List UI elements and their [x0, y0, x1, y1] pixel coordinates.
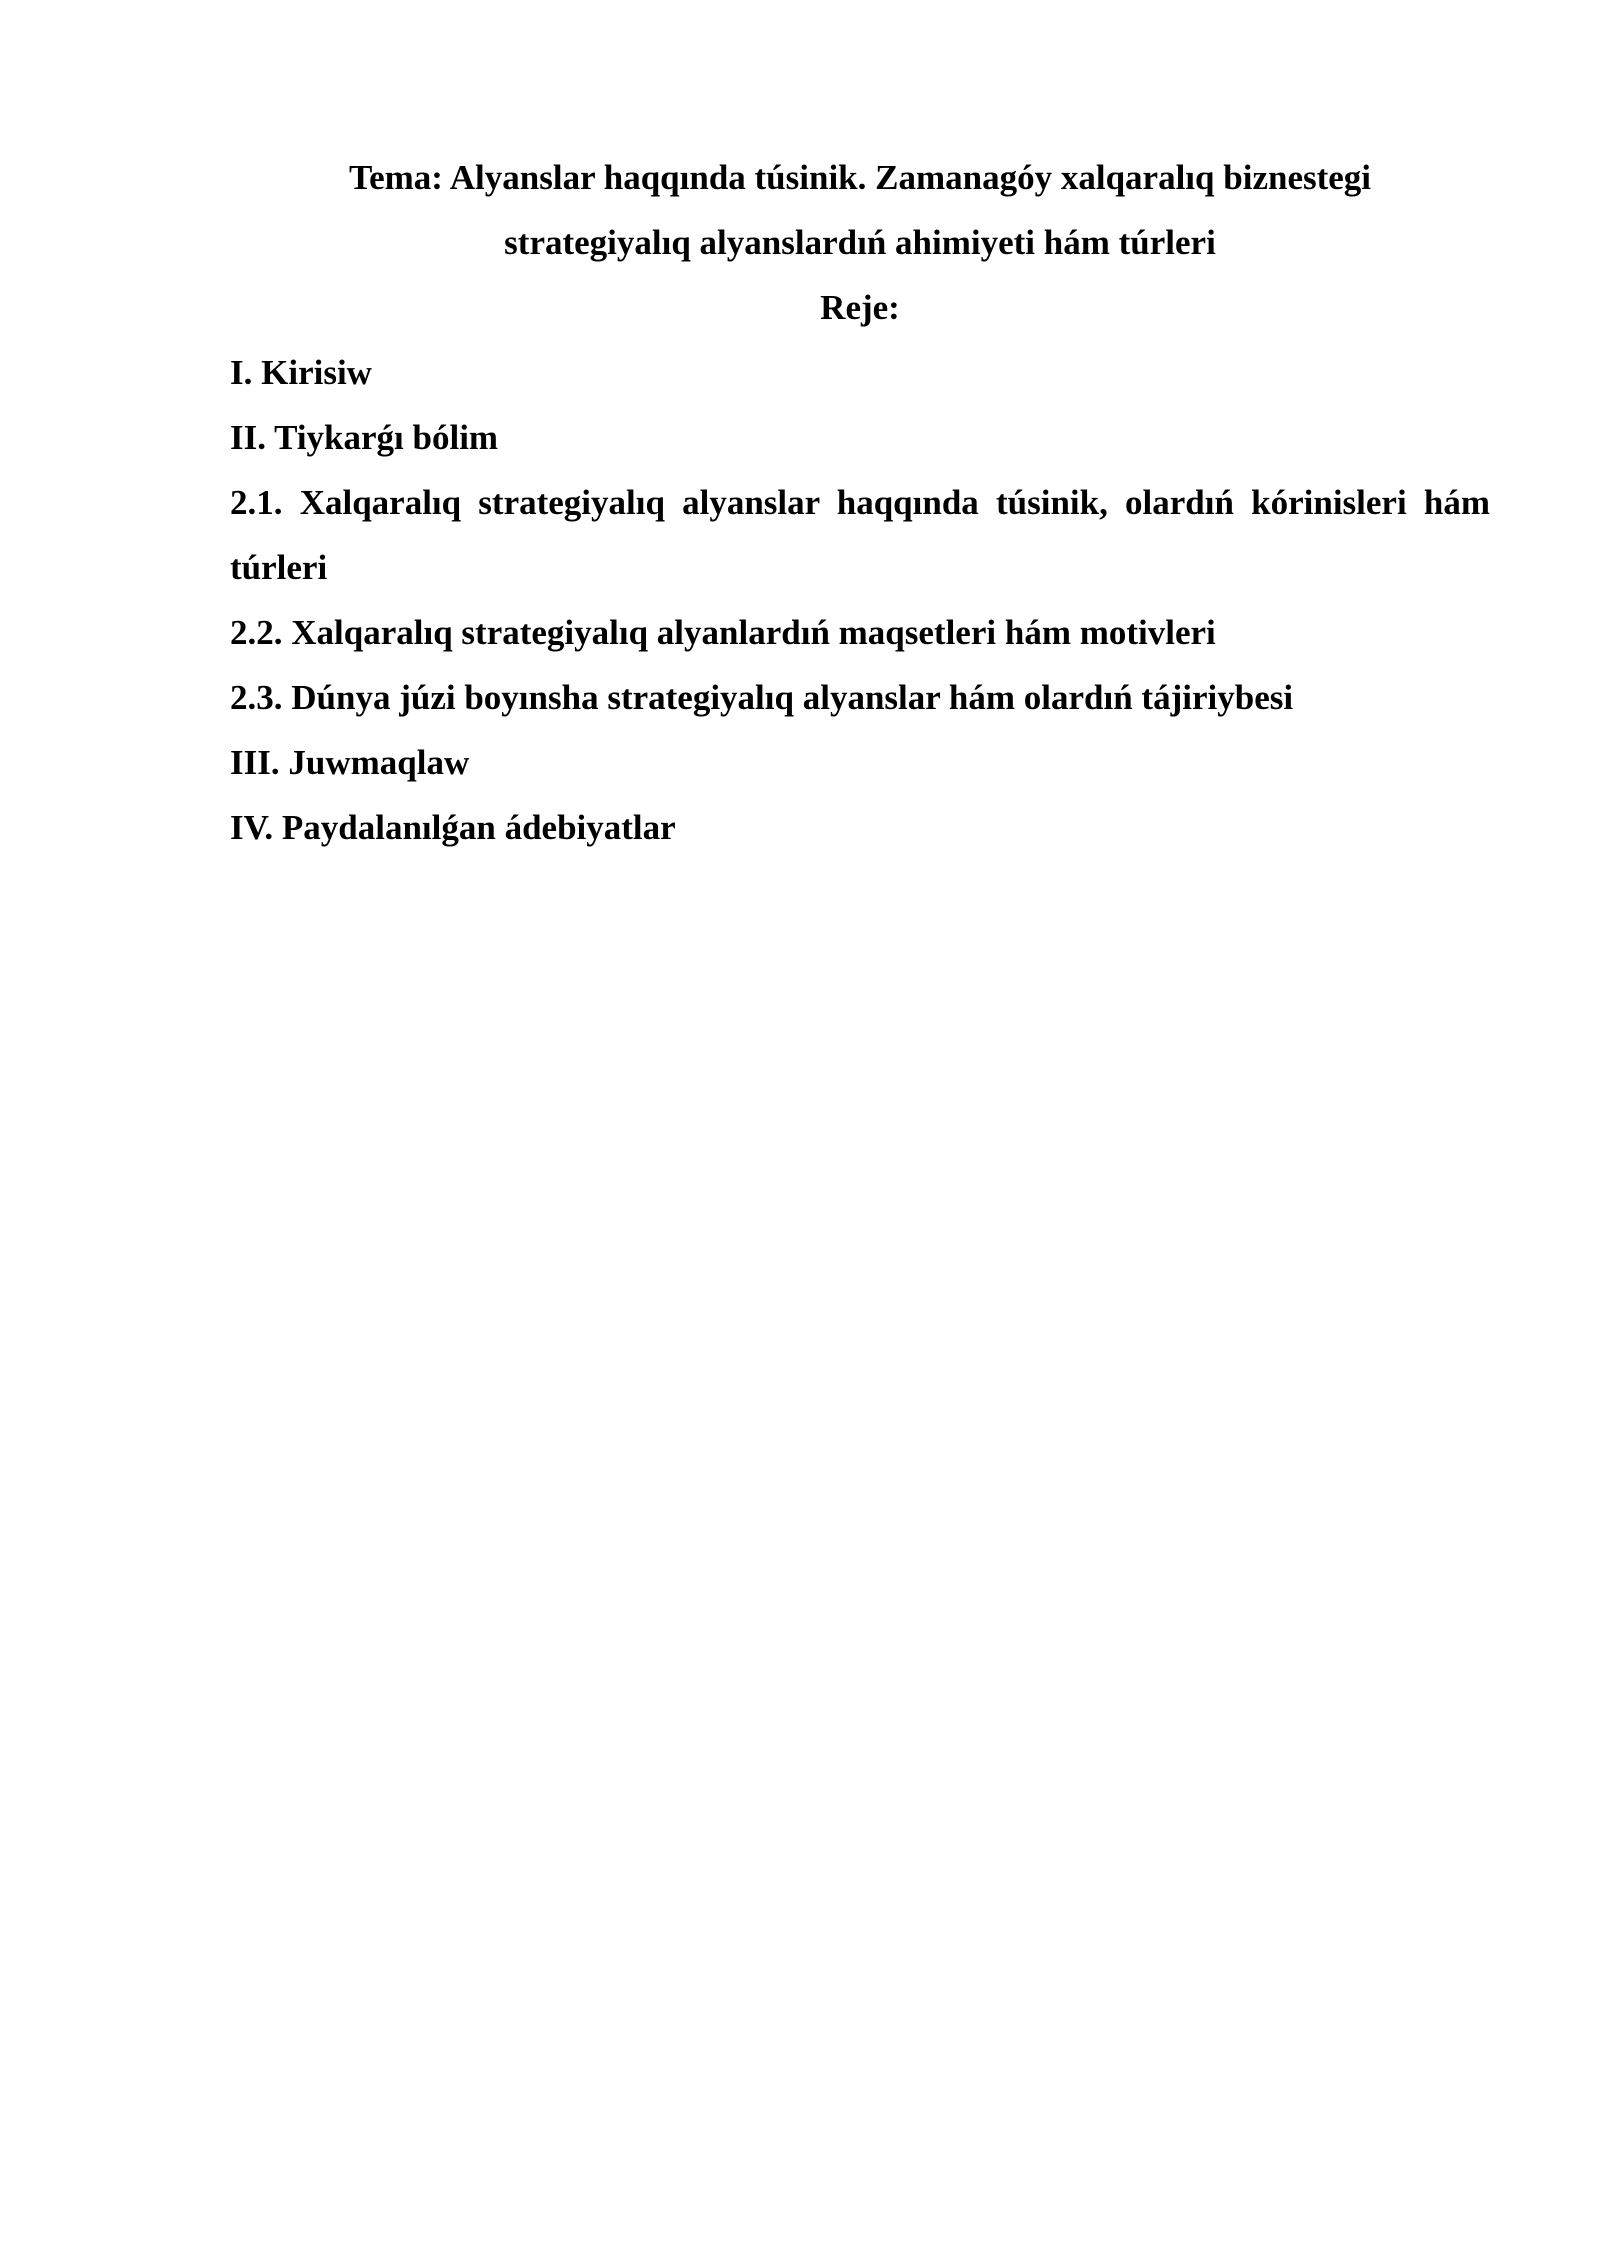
document-body — [230, 145, 1490, 860]
outline-item-2-3: 2.3. Dúnya júzi boyınsha strategiyalıq alyanslar hám olardıń tájiriybesi — [230, 678, 1294, 717]
outline-item-2-1: 2.1. Xalqaralıq strategiyalıq alyanslar haqqında túsinik, olardıń kórinisleri hám túrleri — [230, 483, 1490, 587]
outline-item-references: IV. Paydalanılǵan ádebiyatlar — [230, 808, 676, 847]
outline-item-introduction: I. Kirisiw — [230, 353, 372, 392]
outline-item-conclusion: III. Juwmaqlaw — [230, 743, 470, 782]
outline-item-2-2: 2.2. Xalqaralıq strategiyalıq alyanlardıń maqsetleri hám motivleri — [230, 613, 1216, 652]
outline-item-main-part: II. Tiykarǵı bólim — [230, 418, 499, 457]
document-title-line-1: Tema: Alyanslar haqqında túsinik. Zamanagóy xalqaralıq biznestegi — [348, 158, 1372, 197]
document-title-line-2: strategiyalıq alyanslardıń ahimiyeti hám túrleri — [504, 223, 1216, 262]
plan-heading: Reje: — [820, 288, 900, 327]
